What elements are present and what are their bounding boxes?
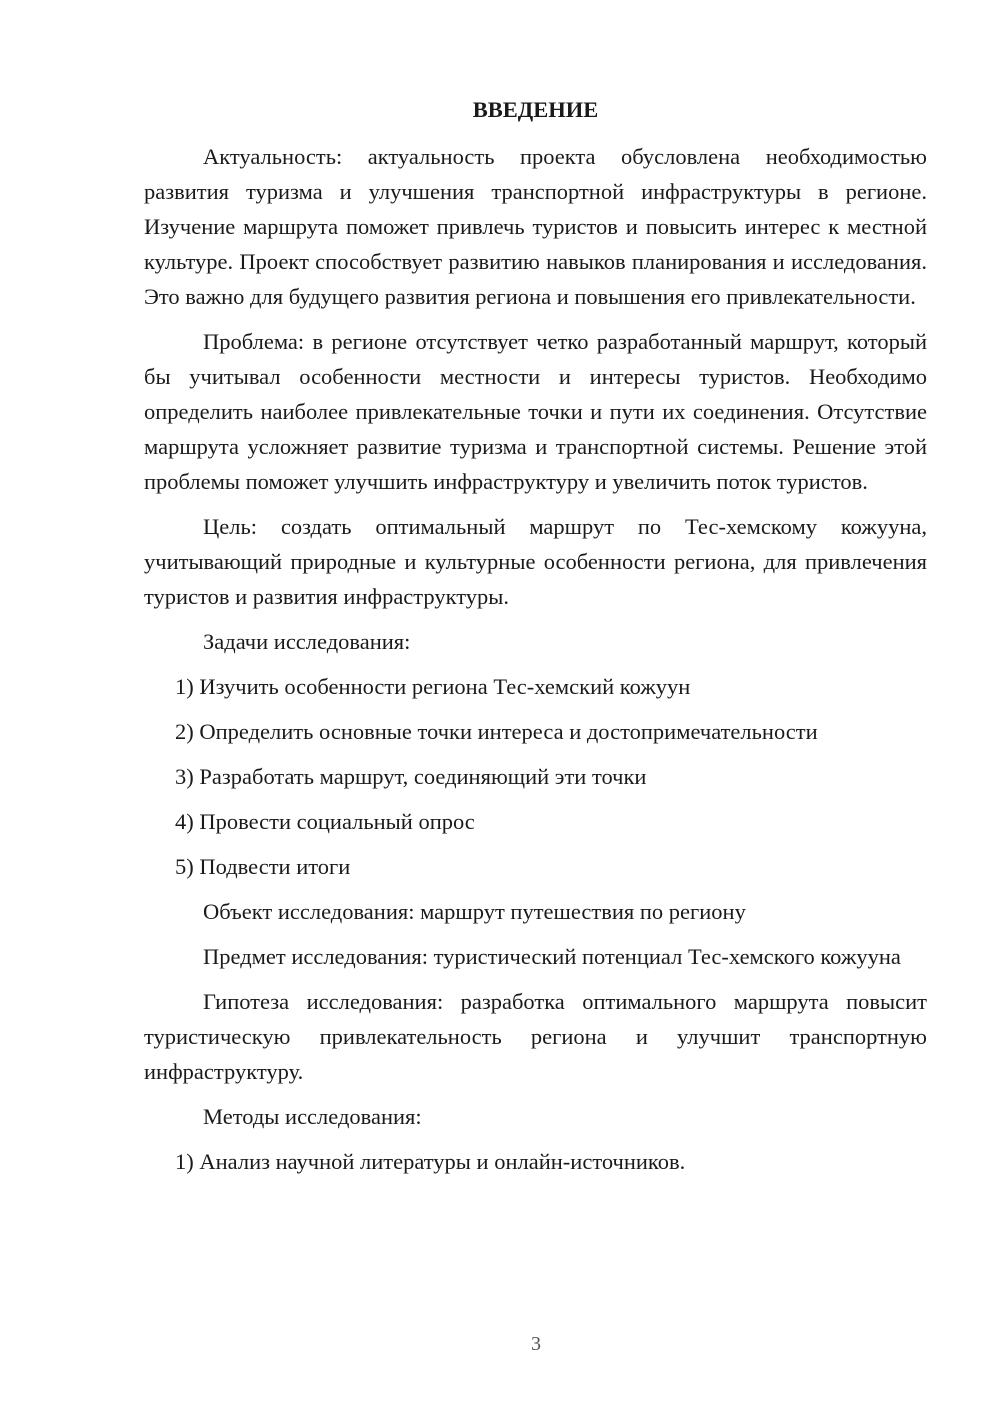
subject-paragraph: Предмет исследования: туристический потенциал Тес-хемского кожууна — [203, 944, 901, 969]
relevance-paragraph: Актуальность: актуальность проекта обусловлена необходимостью развития туризма и улучшения транспортной инфраструктуры в регионе. Изучение маршрута поможет привлечь туристов и повысить интерес к местной культуре. Проект способствует развитию навыков планирования и исследования. Это важно для будущего развития региона и повышения его привлекательности. — [144, 144, 927, 309]
hypothesis-paragraph: Гипотеза исследования: разработка оптимального маршрута повысит туристическую привлекательность региона и улучшит транспортную инфраструктуру. — [144, 989, 927, 1084]
task-item: 1) Изучить особенности региона Тес-хемский кожуун — [175, 674, 691, 699]
task-item: 3) Разработать маршрут, соединяющий эти точки — [175, 764, 647, 789]
goal-paragraph: Цель: создать оптимальный маршрут по Тес-хемскому кожууна, учитывающий природные и культурные особенности региона, для привлечения туристов и развития инфраструктуры. — [144, 514, 927, 609]
method-item: 1) Анализ научной литературы и онлайн-источников. — [175, 1149, 686, 1174]
methods-label: Методы исследования: — [203, 1104, 422, 1129]
task-item: 5) Подвести итоги — [175, 854, 351, 879]
task-item: 2) Определить основные точки интереса и достопримечательности — [175, 719, 818, 744]
page-content — [144, 90, 927, 1189]
task-item: 4) Провести социальный опрос — [175, 809, 475, 834]
page-number: 3 — [531, 1333, 541, 1355]
section-title: ВВЕДЕНИЕ — [472, 97, 599, 122]
problem-paragraph: Проблема: в регионе отсутствует четко разработанный маршрут, который бы учитывал особенности местности и интересы туристов. Необходимо определить наиболее привлекательные точки и пути их соединения. Отсутствие маршрута усложняет развитие туризма и транспортной системы. Решение этой проблемы поможет улучшить инфраструктуру и увеличить поток туристов. — [144, 329, 927, 494]
object-paragraph: Объект исследования: маршрут путешествия по региону — [203, 899, 746, 924]
tasks-label: Задачи исследования: — [203, 629, 411, 654]
